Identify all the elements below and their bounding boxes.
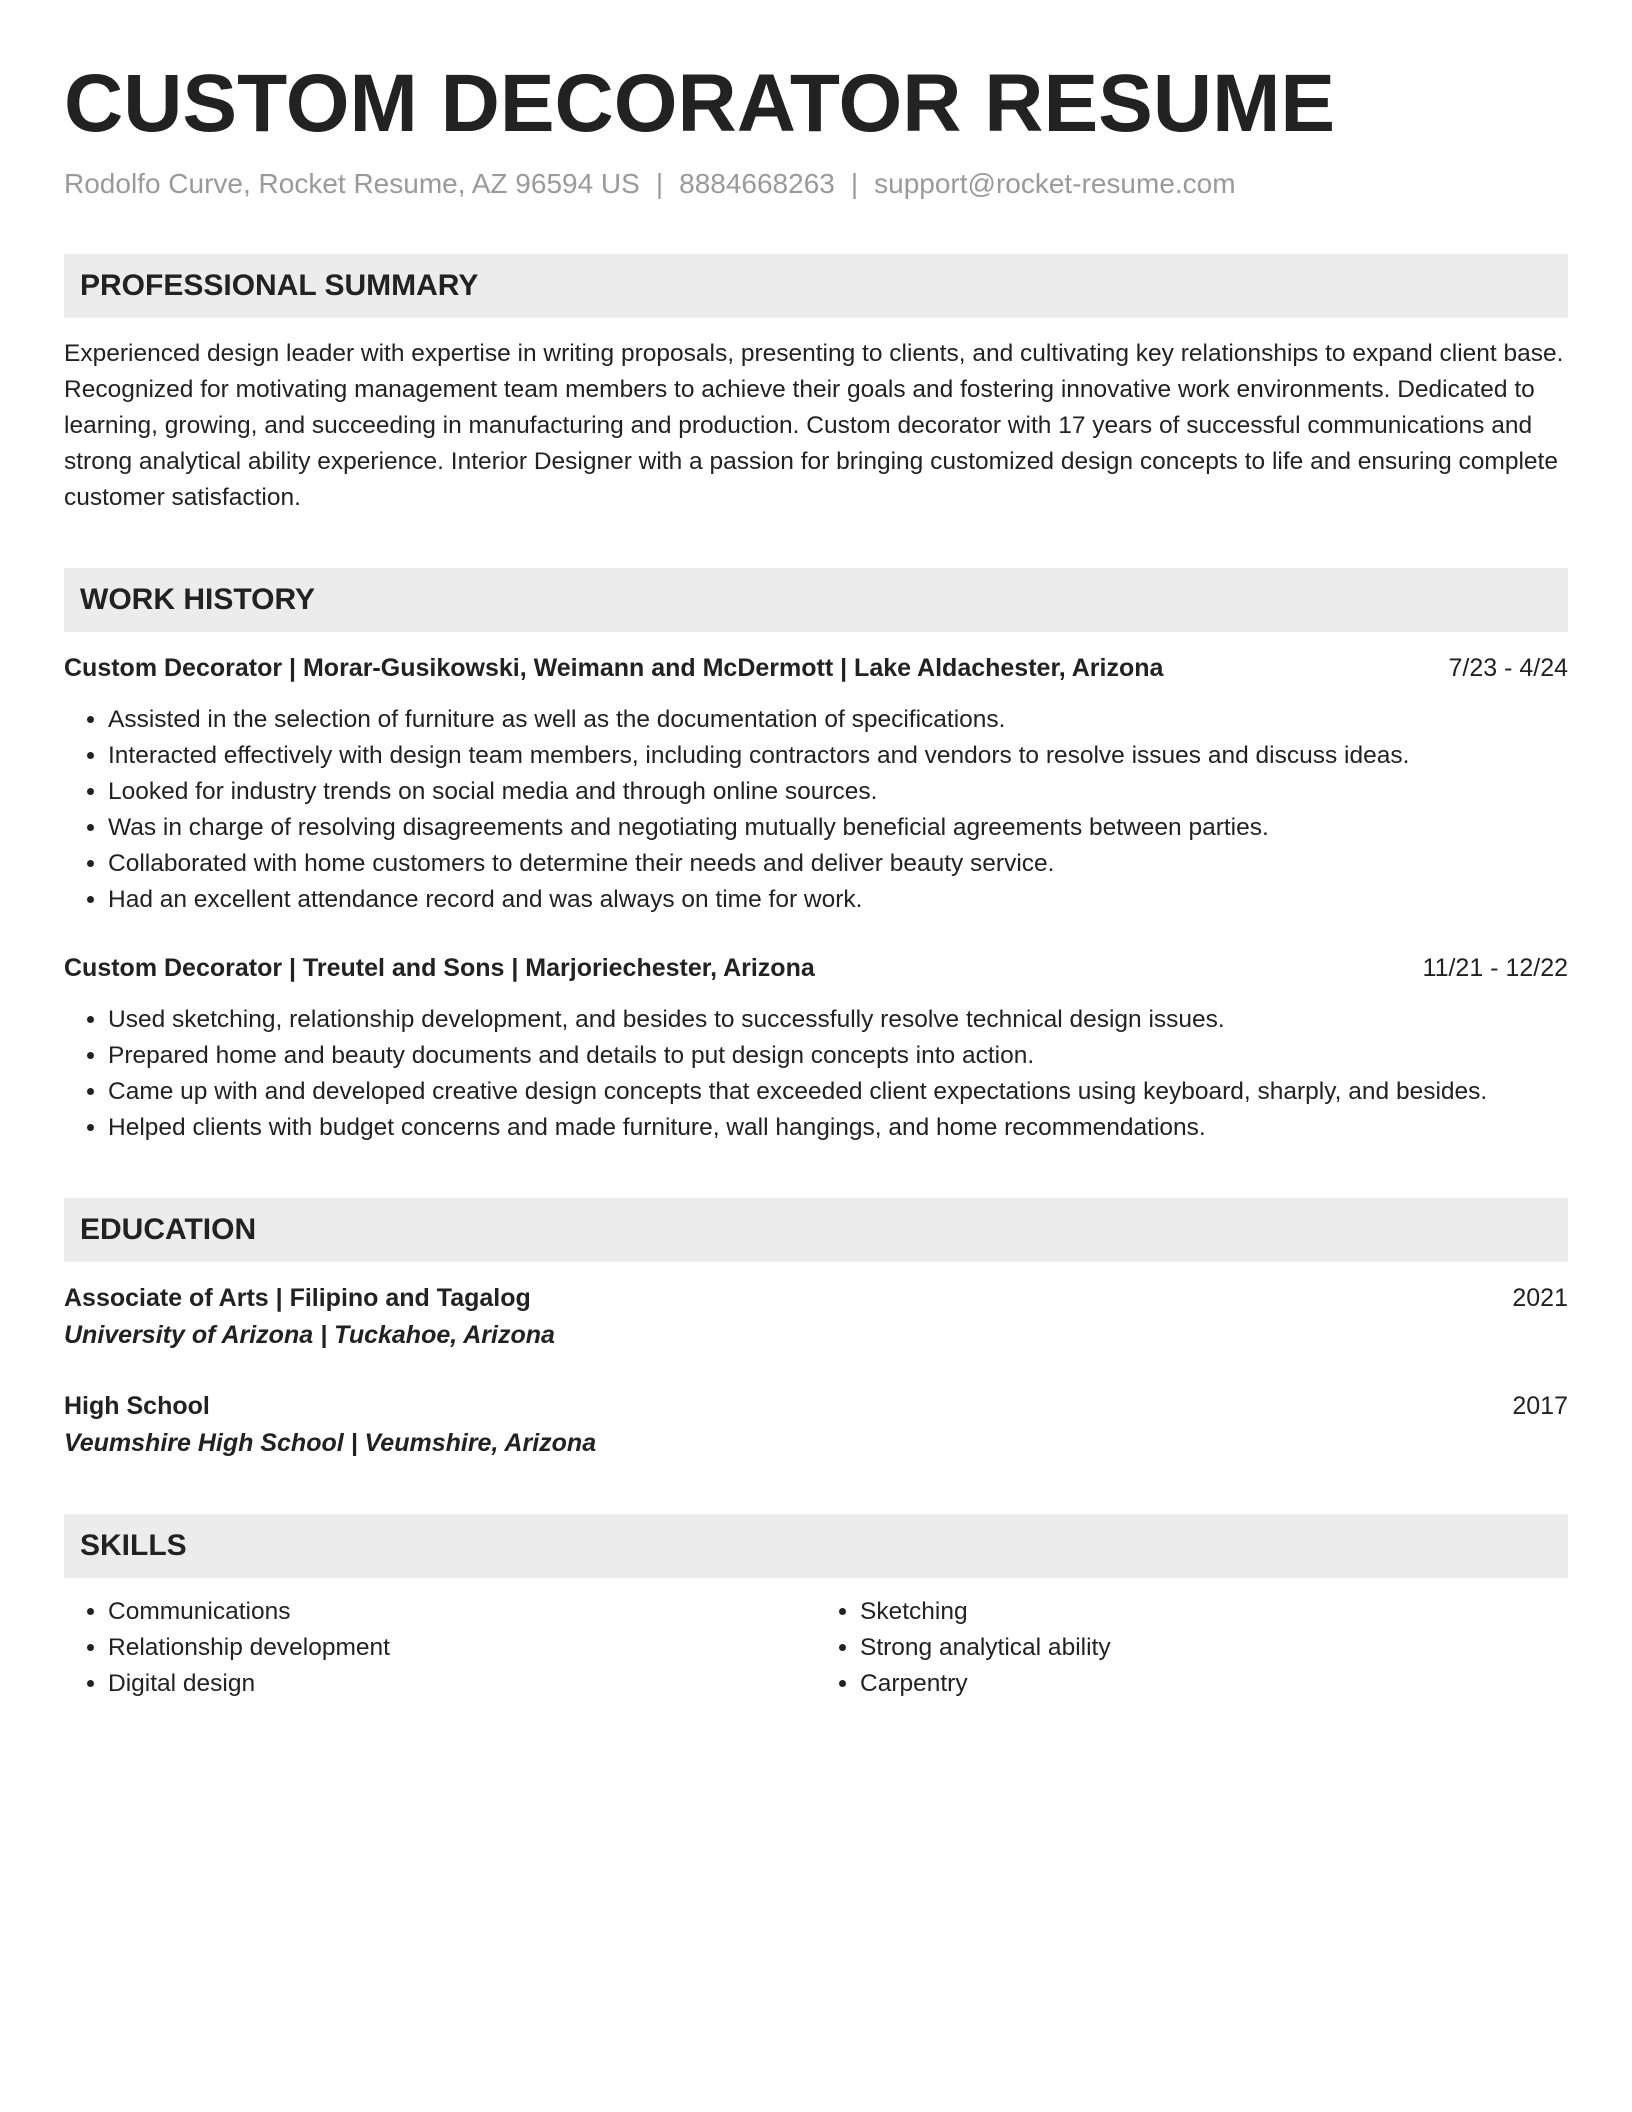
job-bullet: • Collaborated with home customers to determine their needs and deliver beauty service. [108, 846, 1568, 882]
job-bullet: • Prepared home and beauty documents and details to put design concepts into action. [108, 1038, 1568, 1074]
job-header [64, 950, 1568, 986]
job-dates: 7/23 - 4/24 [1448, 654, 1568, 682]
skill-item: • Sketching [860, 1594, 1568, 1630]
summary-text: Experienced design leader with expertise in writing proposals, presenting to clients, and cultivating key relationships to expand client base. Recognized for motivating management team members to achieve their goals and fostering innovative work environments. Dedicated to learning, growing, and succeeding in manufacturing and production. Custom decorator with 17 years of successful communications and strong analytical ability experience. Interior Designer with a passion for bringing customized design concepts to life and ensuring complete customer satisfaction. [64, 340, 1564, 511]
job-title: Custom Decorator | Treutel and Sons | Marjoriechester, Arizona [64, 954, 815, 982]
education-degree: High School [64, 1392, 210, 1420]
skill-item: • Strong analytical ability [860, 1630, 1568, 1666]
education-year: 2021 [1512, 1284, 1568, 1312]
contact-phone: 8884668263 [679, 168, 835, 199]
skill-item: • Digital design [108, 1666, 816, 1702]
job-bullet: • Came up with and developed creative design concepts that exceeded client expectations using keyboard, sharply, and besides. [108, 1074, 1568, 1110]
skills-column-right [816, 1594, 1568, 1702]
section-heading-summary: PROFESSIONAL SUMMARY [64, 254, 1568, 318]
skills-list [64, 1594, 1568, 1702]
job-bullet: • Interacted effectively with design team members, including contractors and vendors to resolve issues and discuss ideas. [108, 738, 1568, 774]
education-school: Veumshire High School | Veumshire, Arizona [64, 1429, 597, 1457]
job-entry [64, 950, 1568, 1146]
job-bullet: • Looked for industry trends on social media and through online sources. [108, 774, 1568, 810]
section-heading-education: EDUCATION [64, 1198, 1568, 1262]
job-bullet: • Assisted in the selection of furniture as well as the documentation of specifications. [108, 702, 1568, 738]
education-degree: Associate of Arts | Filipino and Tagalog [64, 1284, 531, 1312]
education-year: 2017 [1512, 1392, 1568, 1420]
contact-email: support@rocket-resume.com [874, 168, 1236, 199]
contact-separator: | [850, 168, 859, 199]
job-entry [64, 650, 1568, 918]
contact-separator: | [655, 168, 664, 199]
job-bullet-list [64, 702, 1568, 918]
section-heading-work-history: WORK HISTORY [64, 568, 1568, 632]
education-entry [64, 1280, 1568, 1354]
resume-title: CUSTOM DECORATOR RESUME [64, 58, 1336, 149]
job-bullet: • Had an excellent attendance record and was always on time for work. [108, 882, 1568, 918]
skill-item: • Communications [108, 1594, 816, 1630]
contact-line [64, 166, 1568, 202]
section-heading-skills: SKILLS [64, 1514, 1568, 1578]
job-header [64, 650, 1568, 686]
skill-item: • Relationship development [108, 1630, 816, 1666]
job-bullet: • Helped clients with budget concerns and made furniture, wall hangings, and home recommendations. [108, 1110, 1568, 1146]
education-header [64, 1280, 1568, 1316]
skills-column-left [64, 1594, 816, 1702]
education-entry [64, 1388, 1568, 1462]
job-bullet-list [64, 1002, 1568, 1146]
education-school: University of Arizona | Tuckahoe, Arizona [64, 1321, 555, 1349]
job-bullet: • Used sketching, relationship development, and besides to successfully resolve technical design issues. [108, 1002, 1568, 1038]
skill-item: • Carpentry [860, 1666, 1568, 1702]
job-bullet: • Was in charge of resolving disagreements and negotiating mutually beneficial agreements between parties. [108, 810, 1568, 846]
contact-address: Rodolfo Curve, Rocket Resume, AZ 96594 US [64, 168, 640, 199]
job-title: Custom Decorator | Morar-Gusikowski, Weimann and McDermott | Lake Aldachester, Arizona [64, 654, 1164, 682]
job-dates: 11/21 - 12/22 [1422, 954, 1568, 982]
education-header [64, 1388, 1568, 1424]
